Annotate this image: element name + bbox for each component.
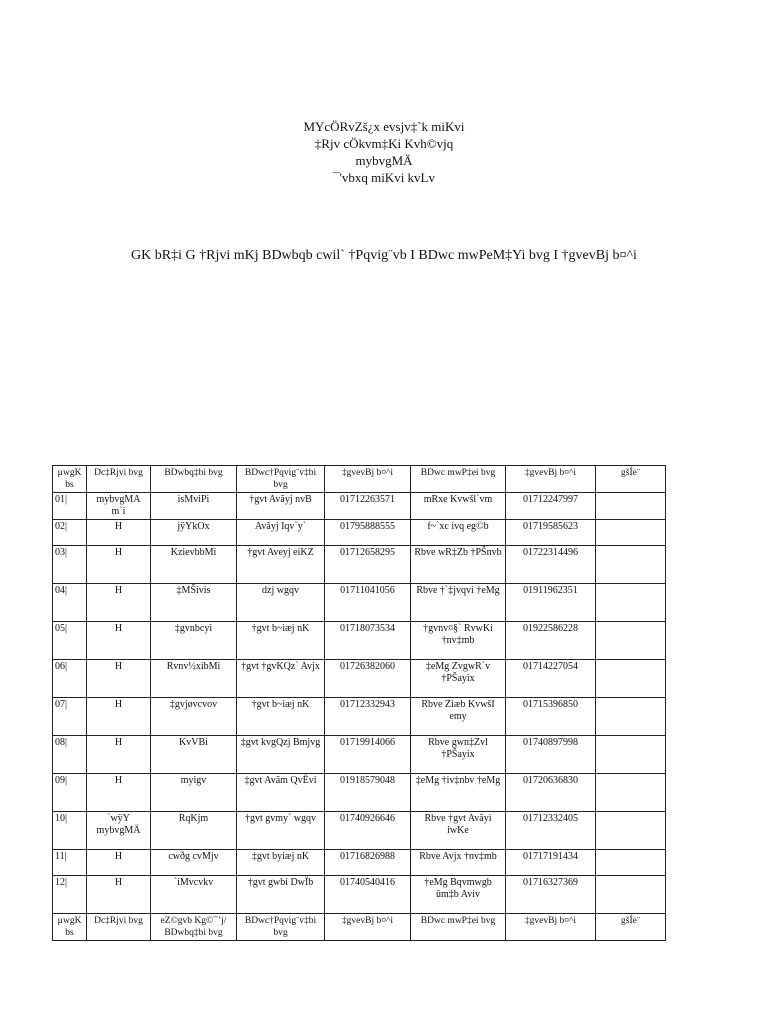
remarks-cell (596, 622, 666, 660)
table-row (53, 736, 666, 774)
column-header: BDwc mwP‡ei bvg (411, 466, 506, 493)
upazila-cell: mybvgMA m`i (87, 493, 151, 520)
table-row (53, 812, 666, 850)
document-subject: GK bR‡i G †Rjvi mKj BDwbqb cwil` †Pqvig¨vb I BDwc mwPeM‡Yi bvg I †gvevBj b¤^i (131, 248, 637, 263)
serial-cell: 11| (53, 850, 87, 876)
secretary-mobile-cell: 01714227054 (506, 660, 596, 698)
union-cell: `iMvcvkv (151, 876, 237, 914)
serial-cell: 02| (53, 520, 87, 546)
chairman-cell: ‡gvt kvgQzj Bmjvg (237, 736, 325, 774)
table-row (53, 584, 666, 622)
table-row (53, 660, 666, 698)
letterhead (0, 118, 768, 186)
upazila-cell: H (87, 850, 151, 876)
union-cell: myigv (151, 774, 237, 812)
column-header: BDwc†Pqvig¨v‡bi bvg (237, 914, 325, 941)
secretary-mobile-cell: 01922586228 (506, 622, 596, 660)
contact-table (52, 465, 666, 941)
table-row (53, 876, 666, 914)
chairman-cell: †gvt Aveyj eiKZ (237, 546, 325, 584)
secretary-mobile-cell: 01712332405 (506, 812, 596, 850)
column-header: µwgK bs (53, 914, 87, 941)
column-header: Dc‡Rjvi bvg (87, 914, 151, 941)
serial-cell: 05| (53, 622, 87, 660)
remarks-cell (596, 774, 666, 812)
table-row (53, 774, 666, 812)
table-row (53, 493, 666, 520)
secretary-cell: f~`xc ivq eg©b (411, 520, 506, 546)
chairman-cell: †gvt Avãyj nvB (237, 493, 325, 520)
table-row (53, 546, 666, 584)
union-cell: jÿYkOx (151, 520, 237, 546)
chairman-mobile-cell: 01716826988 (325, 850, 411, 876)
upazila-cell: H (87, 774, 151, 812)
chairman-cell: †gvt †gvKQz` Avjx (237, 660, 325, 698)
secretary-cell: Rbve Avjx †nv‡mb (411, 850, 506, 876)
union-cell: KvVBi (151, 736, 237, 774)
union-cell: ‡gvjøvcvov (151, 698, 237, 736)
serial-cell: 04| (53, 584, 87, 622)
chairman-cell: †gvt gvmy` wgqv (237, 812, 325, 850)
upazila-cell: H (87, 622, 151, 660)
secretary-mobile-cell: 01720636830 (506, 774, 596, 812)
serial-cell: 03| (53, 546, 87, 584)
upazila-cell: H (87, 736, 151, 774)
chairman-cell: †gvt b~iæj nK (237, 622, 325, 660)
table-row (53, 622, 666, 660)
column-header: µwgK bs (53, 466, 87, 493)
column-header: BDwc mwP‡ei bvg (411, 914, 506, 941)
chairman-mobile-cell: 01712332943 (325, 698, 411, 736)
letterhead-line: ¯'vbxq miKvi kvLv (332, 170, 435, 185)
remarks-cell (596, 493, 666, 520)
union-cell: ‡gvnbcyi (151, 622, 237, 660)
serial-cell: 07| (53, 698, 87, 736)
letterhead-line: mybvgMÄ (355, 153, 413, 168)
secretary-mobile-cell: 01911962351 (506, 584, 596, 622)
serial-cell: 09| (53, 774, 87, 812)
serial-cell: 06| (53, 660, 87, 698)
column-header: ‡gvevBj b¤^i (506, 466, 596, 493)
secretary-cell: Rbve Ziæb KvwšI emy (411, 698, 506, 736)
remarks-cell (596, 736, 666, 774)
union-cell: ‡MŠivis (151, 584, 237, 622)
column-header: BDwc†Pqvig¨v‡bi bvg (237, 466, 325, 493)
chairman-cell: Avãyj Iqv`y` (237, 520, 325, 546)
chairman-cell: ‡gvt byiæj nK (237, 850, 325, 876)
chairman-mobile-cell: 01918579048 (325, 774, 411, 812)
remarks-cell (596, 520, 666, 546)
secretary-cell: Rbve gwn‡Zvl †PŠayix (411, 736, 506, 774)
letterhead-line: MYcÖRvZš¿x evsjv‡`k miKvi (303, 119, 465, 134)
remarks-cell (596, 876, 666, 914)
secretary-cell: †eMg Bqvmwgb ûm‡b Aviv (411, 876, 506, 914)
chairman-mobile-cell: 01740540416 (325, 876, 411, 914)
secretary-cell: †gvnv¤§` RvwKi †nv‡mb (411, 622, 506, 660)
chairman-cell: ‡gvt Avãm QvËvi (237, 774, 325, 812)
remarks-cell (596, 812, 666, 850)
secretary-cell: ‡eMg ZvgwR`v †PŠayix (411, 660, 506, 698)
upazila-cell: H (87, 698, 151, 736)
serial-cell: 12| (53, 876, 87, 914)
table-header-row (53, 466, 666, 493)
chairman-mobile-cell: 01711041056 (325, 584, 411, 622)
column-header: eZ©gvb Kg©¯’j/ BDwbq‡bi bvg (151, 914, 237, 941)
serial-cell: 08| (53, 736, 87, 774)
upazila-cell: H (87, 584, 151, 622)
chairman-mobile-cell: 01712658295 (325, 546, 411, 584)
column-header: ‡gvevBj b¤^i (325, 466, 411, 493)
chairman-mobile-cell: 01712263571 (325, 493, 411, 520)
column-header: gšÍe¨ (596, 914, 666, 941)
secretary-mobile-cell: 01740897998 (506, 736, 596, 774)
upazila-cell: H (87, 520, 151, 546)
upazila-cell: H (87, 660, 151, 698)
secretary-mobile-cell: 01715396850 (506, 698, 596, 736)
remarks-cell (596, 584, 666, 622)
chairman-cell: dzj wgqv (237, 584, 325, 622)
secretary-cell: Rbve †gvt Avãyi iwKe (411, 812, 506, 850)
table-row (53, 850, 666, 876)
secretary-cell: Rbve †`‡jvqvi †eMg (411, 584, 506, 622)
column-header: Dc‡Rjvi bvg (87, 466, 151, 493)
secretary-mobile-cell: 01719585623 (506, 520, 596, 546)
table-row (53, 698, 666, 736)
column-header: gšÍe¨ (596, 466, 666, 493)
chairman-mobile-cell: 01795888555 (325, 520, 411, 546)
letterhead-line: ‡Rjv cÖkvm‡Ki Kvh©vjq (314, 136, 454, 151)
remarks-cell (596, 698, 666, 736)
union-cell: isMviPi (151, 493, 237, 520)
secretary-cell: Rbve wR‡Zb †PŠnvb (411, 546, 506, 584)
serial-cell: 10| (53, 812, 87, 850)
remarks-cell (596, 546, 666, 584)
column-header: ‡gvevBj b¤^i (325, 914, 411, 941)
secretary-mobile-cell: 01712247997 (506, 493, 596, 520)
chairman-mobile-cell: 01718073534 (325, 622, 411, 660)
union-cell: cwðg cvMjv (151, 850, 237, 876)
repeated-header-row (53, 914, 666, 941)
column-header: BDwbq‡bi bvg (151, 466, 237, 493)
upazila-cell: H (87, 876, 151, 914)
serial-cell: 01| (53, 493, 87, 520)
column-header: ‡gvevBj b¤^i (506, 914, 596, 941)
remarks-cell (596, 850, 666, 876)
upazila-cell: H (87, 546, 151, 584)
union-cell: KzievbbMi (151, 546, 237, 584)
secretary-mobile-cell: 01716327369 (506, 876, 596, 914)
table-row (53, 520, 666, 546)
union-cell: Rvnv½xibMi (151, 660, 237, 698)
chairman-mobile-cell: 01740926646 (325, 812, 411, 850)
union-cell: RqKjm (151, 812, 237, 850)
chairman-cell: †gvt b~iæj nK (237, 698, 325, 736)
remarks-cell (596, 660, 666, 698)
secretary-cell: mRxe Kvwšl`vm (411, 493, 506, 520)
secretary-mobile-cell: 01717191434 (506, 850, 596, 876)
secretary-cell: ‡eMg †iv‡nbv †eMg (411, 774, 506, 812)
secretary-mobile-cell: 01722314496 (506, 546, 596, 584)
chairman-mobile-cell: 01719914066 (325, 736, 411, 774)
chairman-mobile-cell: 01726382060 (325, 660, 411, 698)
upazila-cell: `wÿY mybvgMÄ (87, 812, 151, 850)
chairman-cell: †gvt gwbi DwÏb (237, 876, 325, 914)
